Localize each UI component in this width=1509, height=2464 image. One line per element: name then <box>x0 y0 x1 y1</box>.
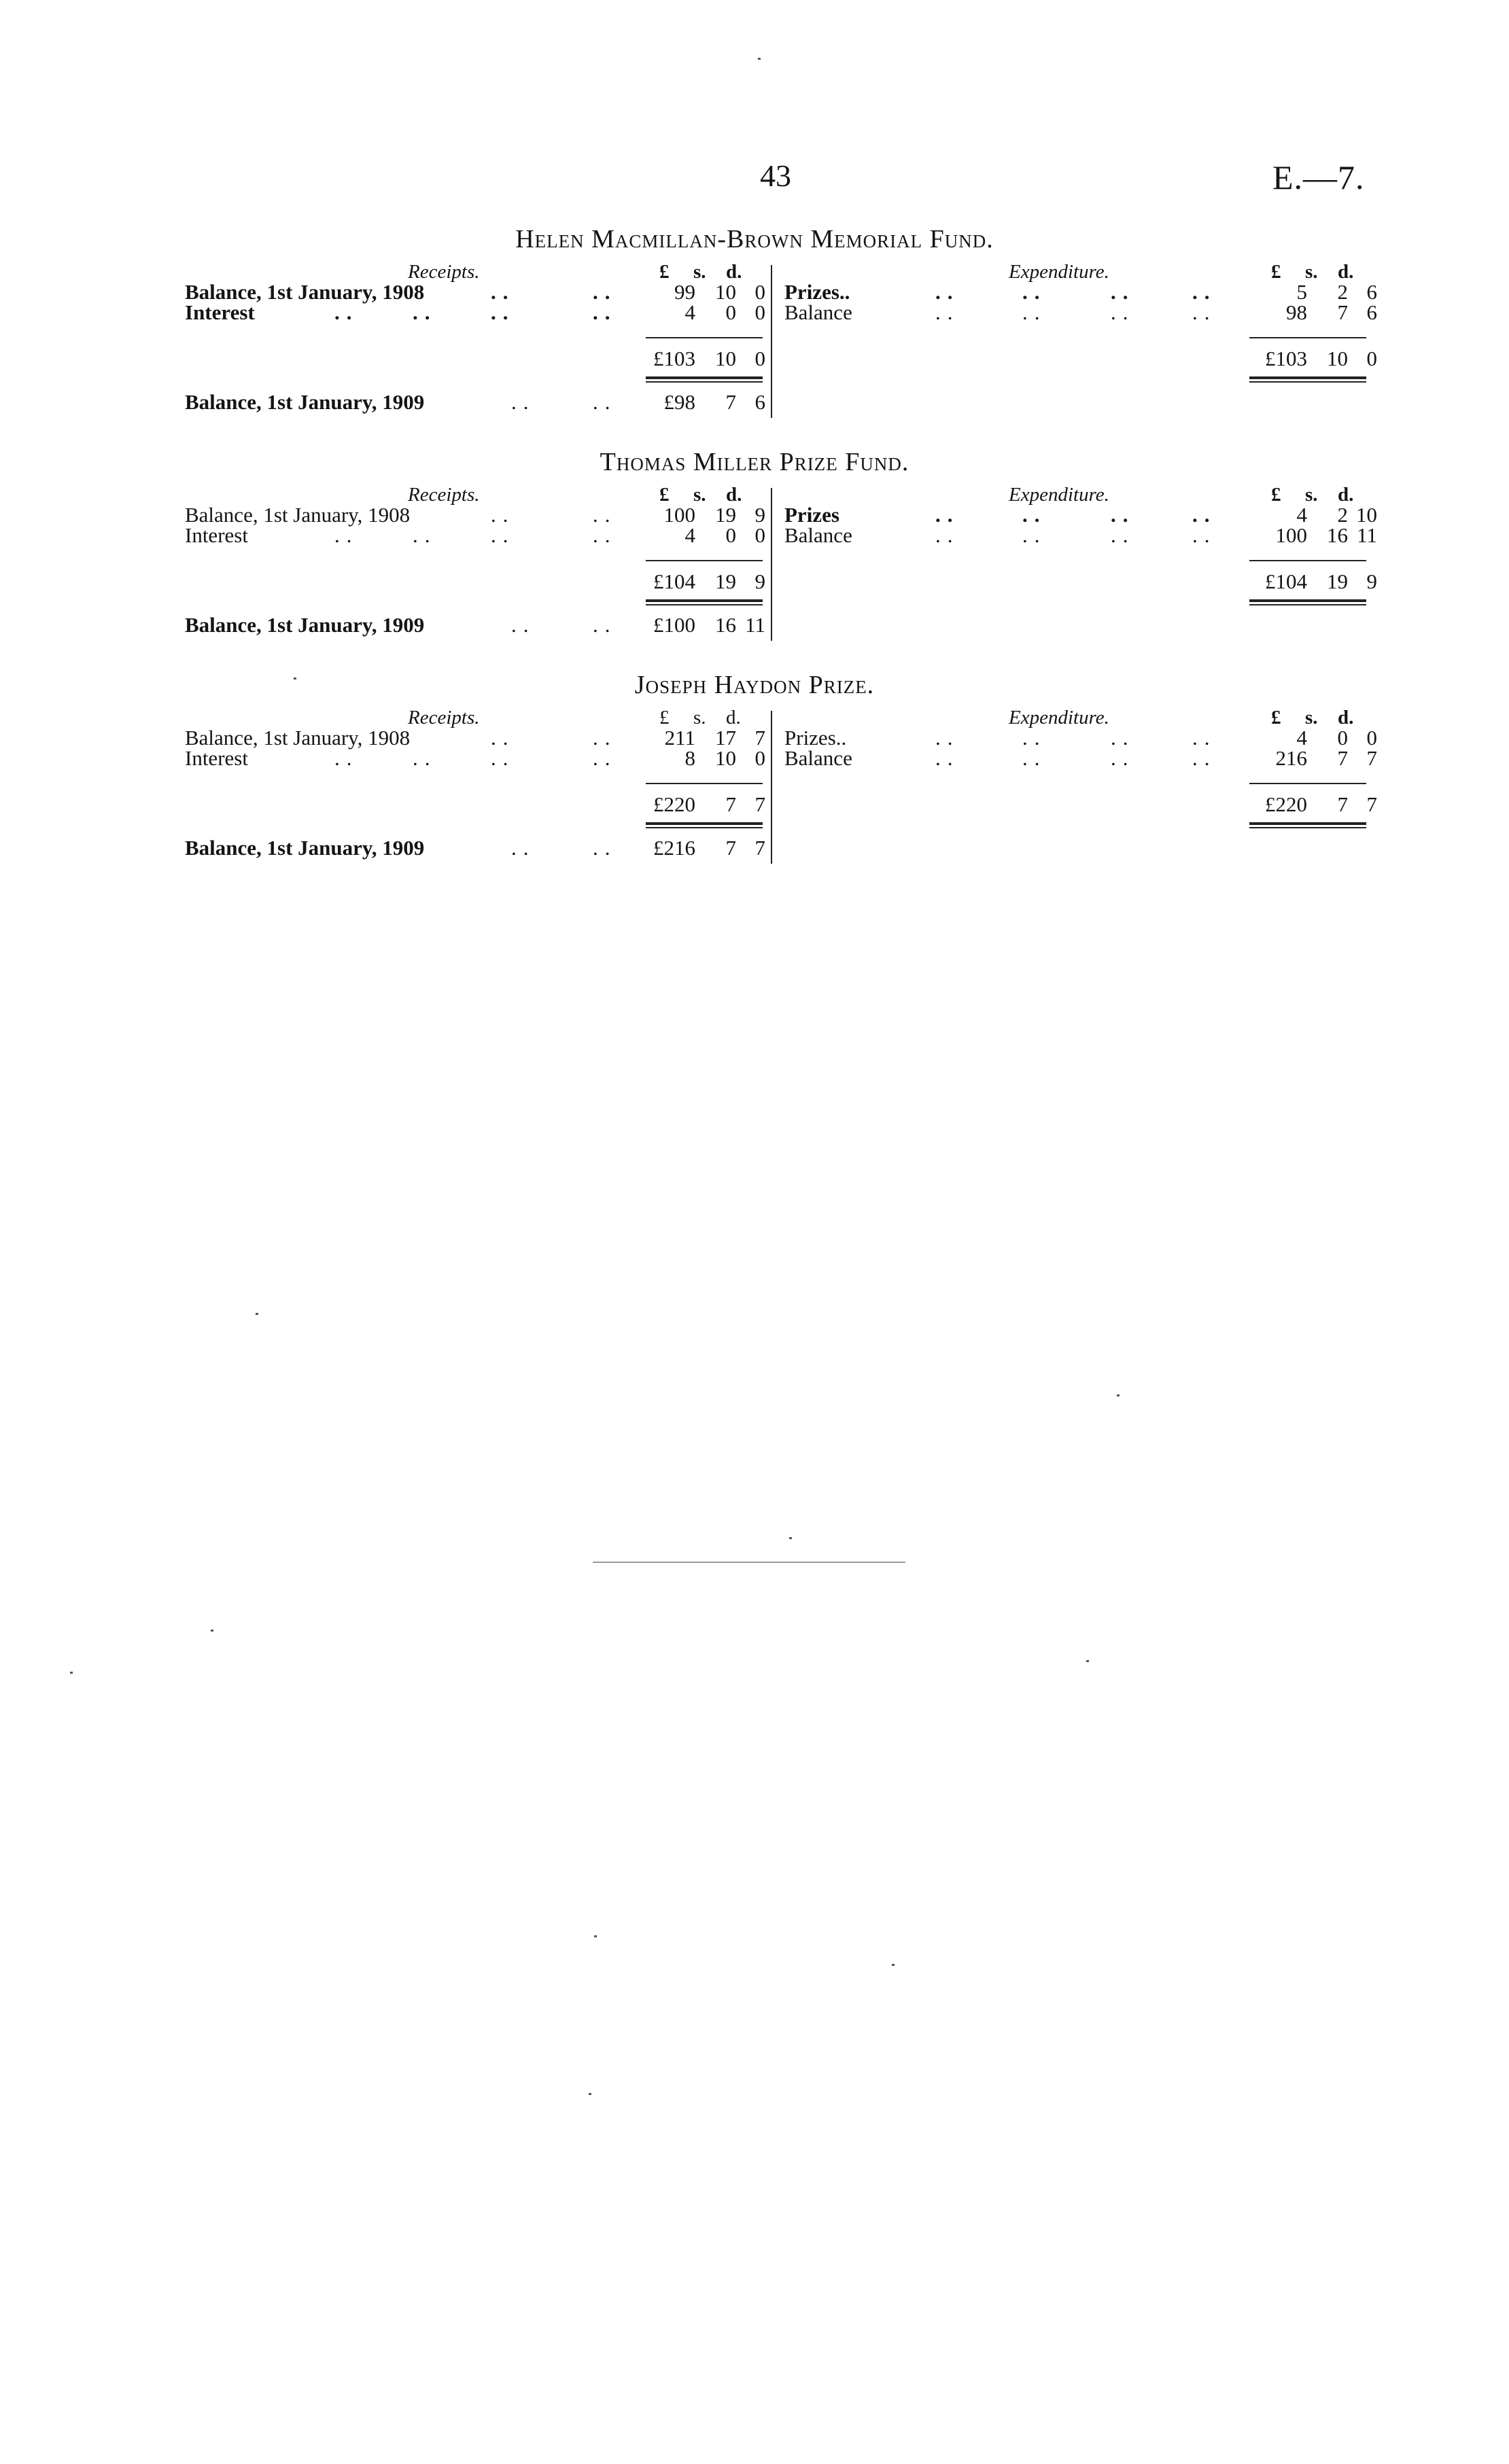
scan-speck <box>589 2093 591 2095</box>
total-rule <box>646 599 763 602</box>
total-rule <box>1249 376 1366 379</box>
expenditure-total: £103 10 0 <box>1265 347 1377 370</box>
total-rule <box>1249 381 1366 383</box>
sum-rule <box>1249 783 1366 784</box>
closing-balance-row: Balance, 1st January, 1909 .. .. <box>185 390 617 414</box>
sum-rule <box>1249 337 1366 338</box>
sum-rule <box>646 560 763 561</box>
scan-speck <box>1086 1660 1089 1662</box>
receipt-amount: 8 10 0 <box>684 746 765 770</box>
closing-balance-amount: £216 7 7 <box>653 836 765 860</box>
fund-section: Joseph Haydon Prize. Receipts. £ s. d. Expenditure. £ s. d. Balance, 1st January, 1908 .. .. 211 17 7 Interest .. .. .. .. 8 10 0 £220 7 7 Balance, 1st January, 1909 .. .. £216 7 7 Prizes.. .. .. .. .. 4 0 0 Balance .. .. .. .. 216 7 7 £220 7 7 <box>0 670 1509 874</box>
receipt-amount: 211 17 7 <box>664 726 765 750</box>
column-divider <box>771 265 772 418</box>
expenditure-row: Balance .. .. .. .. <box>784 300 1217 324</box>
receipt-amount: 4 0 0 <box>684 523 765 547</box>
expenditure-header: Expenditure. <box>1009 707 1109 728</box>
receipt-row: Balance, 1st January, 1908 .. .. <box>185 280 617 304</box>
receipts-total: £220 7 7 <box>653 792 765 816</box>
expenditure-amount: 216 7 7 <box>1275 746 1377 770</box>
fund-title: Thomas Miller Prize Fund. <box>600 448 909 476</box>
column-divider <box>771 488 772 641</box>
closing-balance-row: Balance, 1st January, 1909 .. .. <box>185 613 617 637</box>
receipt-row: Balance, 1st January, 1908 .. .. <box>185 726 617 750</box>
expenditure-amount: 5 2 6 <box>1296 280 1377 304</box>
scan-speck <box>211 1630 213 1632</box>
fund-section: Helen Macmillan-Brown Memorial Fund. Receipts. £ s. d. Expenditure. £ s. d. Balance, 1st January, 1908 .. .. 99 10 0 Interest .. .. .. .. 4 0 0 £103 10 0 Balance, 1st January, 1909 .. .. £98 7 6 Prizes.. .. .. .. .. 5 2 6 Balance .. .. .. .. 98 7 6 £103 10 0 <box>0 224 1509 428</box>
total-rule <box>1249 827 1366 828</box>
scan-speck <box>1117 1394 1120 1396</box>
expenditure-row: Balance .. .. .. .. <box>784 523 1217 547</box>
scan-speck <box>256 1313 258 1315</box>
receipt-amount: 100 19 9 <box>663 503 765 527</box>
sum-rule <box>646 337 763 338</box>
receipt-amount: 99 10 0 <box>674 280 765 304</box>
scan-speck <box>892 1964 895 1966</box>
receipts-header: Receipts. <box>408 484 480 506</box>
closing-balance-amount: £98 7 6 <box>663 390 765 414</box>
expenditure-header: Expenditure. <box>1009 261 1109 283</box>
expenditure-amount: 4 0 0 <box>1296 726 1377 750</box>
receipt-row: Interest .. .. .. .. <box>185 746 617 770</box>
expenditure-row: Prizes.. .. .. .. .. <box>784 280 1217 304</box>
expenditure-amount: 100 16 11 <box>1275 523 1377 547</box>
total-rule <box>1249 822 1366 825</box>
total-rule <box>1249 604 1366 605</box>
total-rule <box>646 604 763 605</box>
expenditure-row: Prizes.. .. .. .. .. <box>784 726 1217 750</box>
receipts-total: £103 10 0 <box>653 347 765 370</box>
total-rule <box>646 827 763 828</box>
expenditure-header: Expenditure. <box>1009 484 1109 506</box>
sum-rule <box>1249 560 1366 561</box>
scan-speck <box>594 1935 597 1937</box>
scan-speck <box>758 58 761 60</box>
fund-title: Helen Macmillan-Brown Memorial Fund. <box>515 225 994 253</box>
total-rule <box>646 381 763 383</box>
expenditure-amount: 4 2 10 <box>1296 503 1377 527</box>
receipts-header: Receipts. <box>408 261 480 283</box>
receipt-amount: 4 0 0 <box>684 300 765 324</box>
scan-speck <box>294 677 296 680</box>
total-rule <box>646 822 763 825</box>
scan-artifact-line <box>593 1562 905 1563</box>
receipts-header: Receipts. <box>408 707 480 728</box>
expenditure-row: Prizes .. .. .. .. <box>784 503 1217 527</box>
closing-balance-row: Balance, 1st January, 1909 .. .. <box>185 836 617 860</box>
sum-rule <box>646 783 763 784</box>
document-reference: E.—7. <box>1272 158 1365 196</box>
closing-balance-amount: £100 16 11 <box>653 613 765 637</box>
total-rule <box>1249 599 1366 602</box>
scan-speck <box>789 1537 792 1539</box>
receipt-row: Interest .. .. .. .. <box>185 523 617 547</box>
expenditure-row: Balance .. .. .. .. <box>784 746 1217 770</box>
fund-title: Joseph Haydon Prize. <box>634 671 875 699</box>
expenditure-total: £220 7 7 <box>1265 792 1377 816</box>
expenditure-total: £104 19 9 <box>1265 569 1377 593</box>
column-divider <box>771 711 772 864</box>
total-rule <box>646 376 763 379</box>
fund-section: Thomas Miller Prize Fund. Receipts. £ s. d. Expenditure. £ s. d. Balance, 1st January, 1908 .. .. 100 19 9 Interest .. .. .. .. 4 0 0 £104 19 9 Balance, 1st January, 1909 .. .. £100 16 11 Prizes .. .. .. .. 4 2 10 Balance .. .. .. .. 100 16 11 £104 19 9 <box>0 447 1509 651</box>
receipt-row: Balance, 1st January, 1908 .. .. <box>185 503 617 527</box>
scan-speck <box>70 1672 73 1674</box>
page-number: 43 <box>760 158 791 193</box>
expenditure-amount: 98 7 6 <box>1286 300 1377 324</box>
receipt-row: Interest .. .. .. .. <box>185 300 617 324</box>
receipts-total: £104 19 9 <box>653 569 765 593</box>
